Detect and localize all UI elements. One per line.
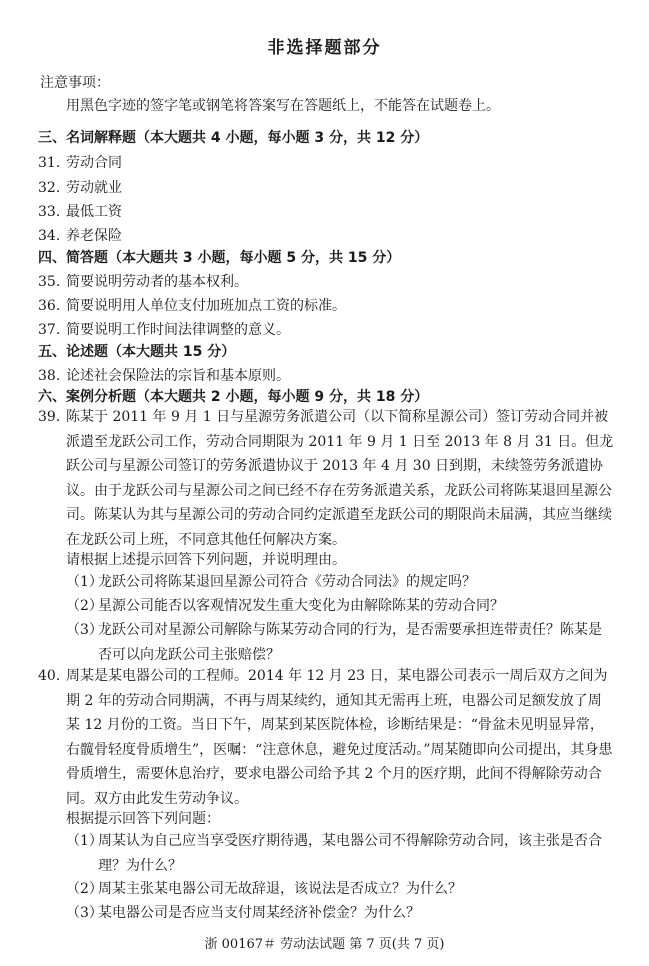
question-40 [38, 664, 614, 811]
case-text: 周某是某电器公司的工程师。2014 年 12 月 23 日，某电器公司表示一周后双方之间为期 2 年的劳动合同期满，不再与周某续约，通知其无需再上班，电器公司足额发放了周某 12 月份的工资。当日下午，周某到某医院体检，诊断结果是：“骨盆未见明显异常，右髋骨轻度骨质增生”，医嘱：“注意休息，避免过度活动。”周某随即向公司提出，其身患骨质增生，需要休息治疗，要求电器公司给予其 2 个月的医疗期，此间不得解除劳动合同。双方由此发生劳动争议。 [66, 668, 613, 807]
question-text: 劳动就业 [66, 180, 122, 196]
page-title: 非选择题部分 [267, 38, 382, 58]
question-text: 劳动合同 [66, 155, 122, 171]
notice-heading: 注意事项： [40, 75, 110, 91]
question-39-sub-2 [66, 594, 614, 619]
question-38 [38, 365, 290, 385]
question-37 [38, 319, 290, 339]
section-6-heading: 六、案例分析题（本大题共 2 小题，每小题 9 分，共 18 分） [38, 389, 429, 405]
question-40-sub-1 [66, 829, 614, 879]
sub-label: （2） [66, 881, 103, 897]
sub-label: （1） [66, 833, 103, 849]
sub-label: （1） [66, 574, 103, 590]
question-text: 简要说明用人单位支付加班加点工资的标准。 [66, 298, 346, 314]
question-number: 39. [38, 409, 61, 425]
question-39-hint: 请根据上述提示回答下列问题，并说明理由。 [66, 552, 346, 568]
question-text: 简要说明工作时间法律调整的意义。 [66, 322, 290, 338]
section-4-heading: 四、简答题（本大题共 3 小题，每小题 5 分，共 15 分） [38, 250, 401, 266]
question-number: 31. [38, 155, 61, 171]
sub-label: （3） [66, 622, 103, 638]
question-number: 34. [38, 228, 61, 244]
question-40-hint: 根据提示回答下列问题： [66, 811, 220, 827]
question-text: 养老保险 [66, 228, 122, 244]
question-32 [38, 177, 122, 197]
question-34 [38, 225, 122, 245]
sub-text: 龙跃公司对星源公司解除与陈某劳动合同的行为，是否需要承担连带责任？陈某是否可以向龙跃公司主张赔偿？ [98, 622, 602, 663]
sub-text: 龙跃公司将陈某退回星源公司符合《劳动合同法》的规定吗？ [98, 574, 476, 590]
question-number: 35. [38, 274, 61, 290]
question-number: 32. [38, 180, 61, 196]
section-5-heading: 五、论述题（本大题共 15 分） [38, 344, 236, 360]
question-39 [38, 405, 614, 552]
page-footer: 浙 00167＃ 劳动法试题 第 7 页(共 7 页) [204, 937, 445, 952]
sub-text: 某电器公司是否应当支付周某经济补偿金？为什么？ [98, 905, 420, 921]
question-36 [38, 295, 346, 315]
question-39-sub-1 [66, 570, 614, 595]
question-text: 论述社会保险法的宗旨和基本原则。 [66, 368, 290, 384]
sub-text: 周某认为自己应当享受医疗期待遇，某电器公司不得解除劳动合同，该主张是否合理？为什么？ [98, 833, 602, 874]
question-number: 37. [38, 322, 61, 338]
question-text: 最低工资 [66, 204, 122, 220]
question-33 [38, 201, 122, 221]
question-40-sub-3 [66, 901, 614, 926]
question-number: 36. [38, 298, 61, 314]
notice-body: 用黑色字迹的签字笔或钢笔将答案写在答题纸上，不能答在试题卷上。 [66, 98, 500, 114]
sub-label: （3） [66, 905, 103, 921]
question-35 [38, 271, 248, 291]
section-3-heading: 三、名词解释题（本大题共 4 小题，每小题 3 分，共 12 分） [38, 130, 429, 146]
question-40-sub-2 [66, 877, 614, 902]
question-text: 简要说明劳动者的基本权利。 [66, 274, 248, 290]
question-31 [38, 152, 122, 172]
question-number: 33. [38, 204, 61, 220]
question-number: 38. [38, 368, 61, 384]
sub-text: 周某主张某电器公司无故辞退，该说法是否成立？为什么？ [98, 881, 462, 897]
case-text: 陈某于 2011 年 9 月 1 日与星源劳务派遣公司（以下简称星源公司）签订劳动合同并被派遣至龙跃公司工作，劳动合同期限为 2011 年 9 月 1 日至 2013 年 8 月 31 日。但龙跃公司与星源公司签订的劳务派遣协议于 2013 年 4 月 30 日到期，未续签劳务派遣协议。由于龙跃公司与星源公司之间已经不存在劳务派遣关系，龙跃公司将陈某退回星源公司。陈某认为其与星源公司的劳动合同约定派遣至龙跃公司的期限尚未届满，其应当继续在龙跃公司上班，不同意其他任何解决方案。 [66, 409, 614, 548]
sub-text: 星源公司能否以客观情况发生重大变化为由解除陈某的劳动合同？ [98, 598, 504, 614]
question-39-sub-3 [66, 618, 614, 668]
question-number: 40. [38, 668, 61, 684]
sub-label: （2） [66, 598, 103, 614]
